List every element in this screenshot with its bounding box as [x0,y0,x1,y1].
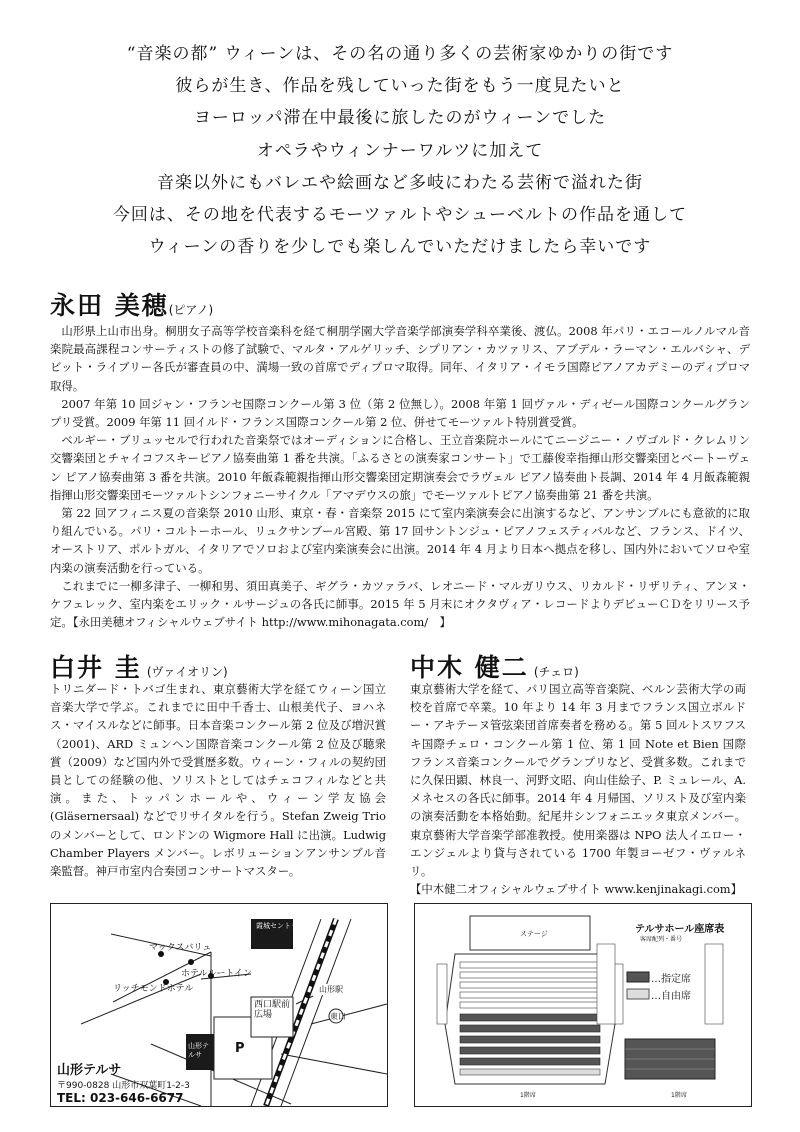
venue-name: 山形テルサ [57,1063,122,1078]
performer-name: 永田 美穂 [50,291,169,320]
map-label-richmond: リッチモンドホテル [113,984,194,994]
website-link[interactable]: 【中木健二オフィシャルウェブサイト www.kenjinakagi.com】 [410,882,743,897]
map-label-station: 山形駅 [319,985,343,994]
intro-line: ウィーンの香りを少しでも楽しんでいただけましたら幸いです [148,237,652,258]
legend-free: …自由席 [651,991,691,1002]
performer-name: 中木 健二 [410,653,529,682]
performer-heading-shirai [50,648,228,684]
map-label-higashi: 東口 [330,1012,346,1021]
performer-heading-nakaki [410,648,579,684]
bio-paragraph: 第 22 回アフィニス夏の音楽祭 2010 山形、東京・春・音楽祭 2015 にて室内楽演奏会に出演するなど、アンサンブルにも意欲的に取り組んでいる。パリ・コルトーホール、リュクサンブール宮殿、第 17 回サントンジュ・ピアノフェスティバルなど、フランス、ドイツ、オーストリア、ポルトガル、イタリアでソロおよび室内楽演奏会に出演。2014 年 4 月より日本へ拠点を移し、国内外においてソロや室内楽の演奏活動を行っている。 [50,506,750,575]
legend-reserved-swatch [627,972,649,982]
bio-paragraph: トリニダード・トバゴ生まれ、東京藝術大学を経てウィーン国立音楽大学で学ぶ。これまでに田中千香士、山根美代子、ヨハネス・マイスルなどに師事。日本音楽コンクール第 2 位及び増沢賞（2001)、ARD ミュンヘン国際音楽コンクール第 2 位及び聴衆賞（2009）など国内外で受賞歴多数。ウィーン・フィルの契約団員としての経験の他、ソリストとしてはチェコフィルなどと共演。また、トッパンホールや、ウィーン学友協会 (Gläsernersaal) などでリサイタルを行う。Stefan Zweig Trio のメンバーとして、ロンドンの Wigmore Hall に出演。Ludwig Chamber Players メンバー。レボリューションアンサンブル音楽監督。神戸市室内合奏団コンサートマスター。 [50,682,386,879]
legend-reserved: …指定席 [651,974,691,985]
performer-heading-nagata [50,286,213,322]
bio-paragraph: これまでに一柳多津子、一柳和男、須田真美子、ギグラ・カツァラバ、レオニード・マルガリウス、リカルド・リザリティ、アンヌ・ケフェレック、室内楽をエリック・ルサージュの各氏に師事。2015 年 5 月末にオクタヴィア・レコードよりデビューＣＤをリリース予定。【永田美穂オフィシャルウェブサイト http://www.mihonagata.com/ 】 [50,578,750,630]
intro-line: 今回は、その地を代表するモーツァルトやシューベルトの作品を通して [112,205,688,226]
access-map [50,903,388,1107]
bio-paragraph: 東京藝術大学を経て、パリ国立高等音楽院、ベルン芸術大学の両校を首席で卒業。10 年より 14 年 3 月までフランス国立ボルドー・アキテーヌ管弦楽団首席奏者を務める。第 5 回ルトスワフスキ国際チェロ・コンクール第 1 位、第 1 回 Note et Bien 国際フランス音楽コンクールでグランプリなど、受賞多数。これまでに久保田顕、林良一、河野文昭、向山佳絵子、P. ミュレール、A. メネセスの各氏に師事。2014 年 4 月帰国、ソリスト及び室内楽の演奏活動を本格始動。紀尾井シンフォニエッタ東京メンバー。東京藝術大学音楽学部准教授。使用楽器は NPO 法人イエロー・エンジェルより貸与されている 1700 年製ヨーゼフ・ヴァルネリ。 [410,682,746,879]
parking-icon: P [235,1041,245,1056]
intro-line: 音楽以外にもバレエや絵画など多岐にわたる芸術で溢れた街 [157,172,643,193]
stage-label: ステージ [520,930,548,938]
venue-tel: TEL: 023-646-6677 [57,1091,184,1105]
map-label-routeinn: ホテルルートイン [181,969,252,979]
performer-bio-shirai [50,680,386,880]
map-label-kasumi: 霞城セントラル [256,922,305,930]
performer-instrument: (ピアノ) [168,303,214,317]
performer-bio-nakaki [410,680,746,898]
map-label-terrsa: 山形テルサ [188,1042,209,1059]
bio-paragraph: ベルギー・ブリュッセルで行われた音楽祭ではオーディションに合格し、王立音楽院ホールにてニージニー・ノヴゴルド・クレムリン交響楽団とチャイコフスキーピアノ協奏曲第 1 番を共演。「ふるさとの演奏家コンサート」で工藤俊幸指揮山形交響楽団とベートーヴェン ピアノ協奏曲第 3 番を共演。2010 年飯森範親指揮山形交響楽団定期演奏会でラヴェル ピアノ協奏曲ト長調、2014 年 4 月飯森範親指揮山形交響楽団モーツァルトシンフォニーサイクル「アマデウスの旅」でモーツァルトピアノ協奏曲第 21 番を共演。 [50,433,750,502]
map-label-nishiguchi: 西口駅前広場 [254,1000,291,1020]
performer-bio-nagata [50,322,750,631]
performer-instrument: (ヴァイオリン) [146,665,228,679]
seating-subtitle: 客席配列・番号 [640,936,683,943]
legend-free-swatch [627,989,649,999]
bio-paragraph: 2007 年第 10 回ジャン・フランセ国際コンクール第 3 位（第 2 位無し）。2008 年第 1 回ヴァル・ディゼール国際コンクールグランプリ受賞。2009 年第 11 回イルド・フランス国際コンクール第 2 位、併せてモーツァルト特別賞受賞。 [50,396,750,430]
seating-chart [414,903,752,1107]
map-label-maxvalu: マックスバリュ [149,943,212,953]
performer-instrument: (チェロ) [533,665,579,679]
performer-name: 白井 圭 [50,653,142,682]
intro-text [0,38,800,263]
floor-label: 1階席 [520,1092,536,1099]
intro-line: オペラやウィンナーワルツに加えて [256,140,544,161]
venue-address: 〒990-0828 山形市双葉町1-2-3 [57,1081,190,1091]
venue-info [57,1059,190,1105]
intro-line: 彼らが生き、作品を残していった街をもう一度見たいと [175,76,625,97]
intro-line: ヨーロッパ滞在中最後に旅したのがウィーンでした [193,108,607,129]
floor-label: 1階席 [671,1092,687,1099]
intro-line: “音楽の都” ウィーンは、その名の通り多くの芸術家ゆかりの街です [126,44,674,64]
seating-title: テルサホール座席表 [635,924,725,935]
bio-paragraph: 山形県上山市出身。桐朋女子高等学校音楽科を経て桐朋学園大学音楽学部演奏学科卒業後、渡仏。2008 年パリ・エコールノルマル音楽院最高課程コンサーティストの修了試験で、マルタ・アルゲリッチ、シプリアン・カツァリス、アブデル・ラーマン・エルバシャ、デビット・ライブリー各氏が審査員の中、満場一致の首席でディプロマ取得。同年、イタリア・イモラ国際ピアノアカデミーのディプロマ取得。 [50,324,750,393]
